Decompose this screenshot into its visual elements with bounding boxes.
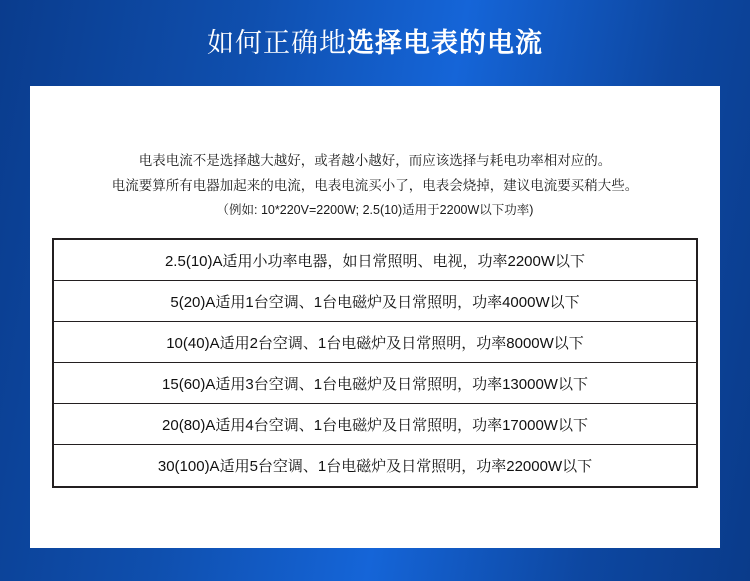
table-row [54, 281, 696, 322]
page-header [0, 0, 750, 80]
intro-line-1: 电表电流不是选择越大越好，或者越小越好，而应该选择与耗电功率相对应的。 [138, 153, 612, 168]
page-title-bold: 选择电表的电流 [347, 27, 543, 58]
table-row [54, 363, 696, 404]
intro-line-2: 电流要算所有电器加起来的电流，电表电流买小了，电表会烧掉，建议电流要买稍大些。 [111, 178, 639, 193]
table-row-text: 30(100)A适用5台空调、1台电磁炉及日常照明，功率22000W以下 [157, 458, 593, 475]
content-card [30, 86, 720, 548]
page-title [207, 21, 543, 60]
page-title-light: 如何正确地 [207, 27, 347, 58]
table-row-text: 2.5(10)A适用小功率电器，如日常照明、电视，功率2200W以下 [164, 252, 586, 270]
table-row [54, 445, 696, 486]
intro-line-3: （例如: 10*220V=2200W; 2.5(10)适用于2200W以下功率) [216, 203, 534, 217]
table-row [54, 240, 696, 281]
table-row-text: 5(20)A适用1台空调、1台电磁炉及日常照明，功率4000W以下 [170, 293, 580, 311]
intro-block [30, 86, 720, 223]
table-row-text: 20(80)A适用4台空调、1台电磁炉及日常照明，功率17000W以下 [162, 416, 588, 434]
table-row [54, 322, 696, 363]
table-row [54, 404, 696, 445]
table-row-text: 15(60)A适用3台空调、1台电磁炉及日常照明，功率13000W以下 [162, 375, 588, 393]
current-rating-table [52, 238, 698, 488]
table-row-text: 10(40)A适用2台空调、1台电磁炉及日常照明，功率8000W以下 [166, 334, 584, 352]
